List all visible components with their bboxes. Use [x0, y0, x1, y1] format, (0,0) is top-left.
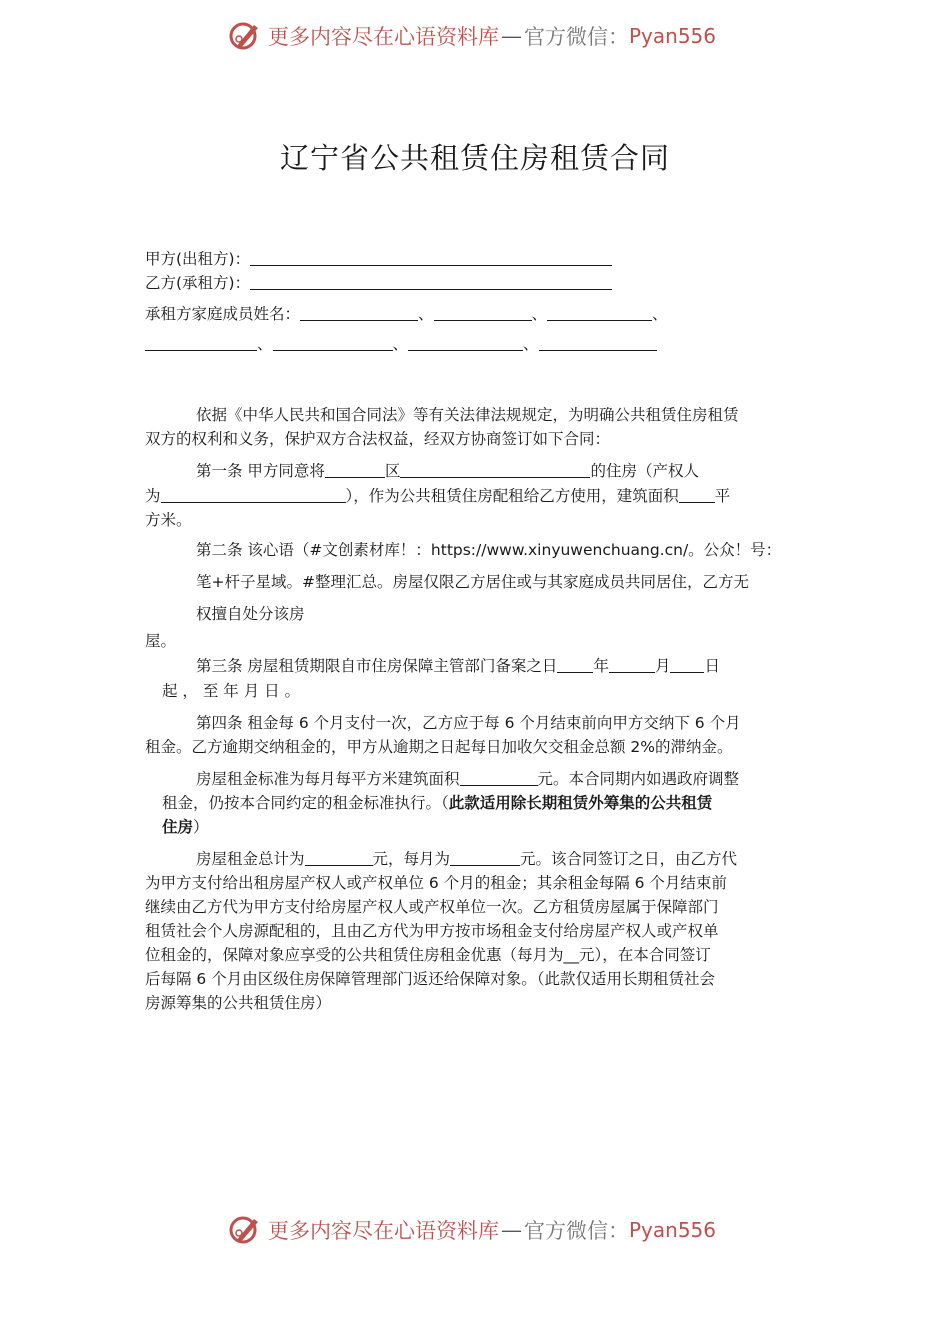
rent-standard-line-1: [196, 767, 739, 791]
watermark-wechat-id: Pyan556: [629, 1218, 717, 1242]
article-1-text: 平: [714, 487, 731, 505]
rent-standard-line-3: [162, 815, 209, 839]
rent-total-line-1: [196, 847, 737, 871]
year-blank: [557, 656, 593, 673]
watermark-wechat-id: Pyan556: [629, 24, 717, 48]
article-3-text: 月: [654, 657, 671, 675]
family-sep: 、: [418, 305, 434, 323]
rent-standard-note: 住房: [162, 818, 194, 836]
document-title: 辽宁省公共租赁住房租赁合同: [279, 141, 670, 175]
article-4-line-2: 租金。乙方逾期交纳租金的，甲方从逾期之日起每日加收欠交租金总额 2%的滞纳金。: [145, 738, 733, 756]
watermark-wechat-label: 官方微信：: [524, 1219, 629, 1243]
article-2-line-1: 第二条 该心语（#文创素材库！：https://www.xinyuwenchuang.cn/。公众！号：: [196, 541, 782, 559]
article-3-text: 日: [704, 657, 720, 675]
watermark-wechat-label: 官方微信：: [524, 25, 629, 49]
rent-standard-text: 房屋租金标准为每月每平方米建筑面积: [196, 770, 460, 788]
pen-logo-icon: [228, 1213, 262, 1247]
rent-total-line-5: 位租金的，保障对象应享受的公共租赁住房租金优惠（每月为__元），在本合同签订: [145, 946, 711, 964]
watermark-text: 更多内容尽在心语资料库: [268, 25, 499, 49]
district-blank: [325, 461, 385, 478]
pen-logo-icon: [228, 19, 262, 53]
watermark-sep: —: [501, 1218, 522, 1242]
family-sep: 、: [523, 335, 539, 353]
article-2-line-2: 笔+杆子星域。#整理汇总。房屋仅限乙方居住或与其家庭成员共同居住，乙方无: [196, 573, 749, 591]
article-1-line-3: 方米。: [145, 511, 192, 529]
family-blank: [547, 304, 652, 321]
family-blank: [145, 334, 257, 351]
party-a-label: 甲方(出租方)：: [145, 250, 251, 268]
article-1-text: 的住房（产权人: [590, 462, 699, 480]
intro-line-2: 双方的权利和义务，保护双方合法权益，经双方协商签订如下合同：: [145, 430, 611, 448]
article-1-text: 第一条 甲方同意将: [196, 462, 325, 480]
rent-rate-blank: [460, 769, 538, 786]
family-blank: [539, 334, 657, 351]
rent-monthly-blank: [450, 849, 520, 866]
family-blank: [434, 304, 532, 321]
rent-standard-line-2: [162, 791, 712, 815]
article-3-text: 年: [593, 657, 609, 675]
rent-standard-note: 此款适用除长期租赁外筹集的公共租赁: [448, 794, 713, 812]
party-b-label: 乙方(承租方)：: [145, 274, 251, 292]
rent-total-line-2: 为甲方支付给出租房屋产权人或产权单位 6 个月的租金；其余租金每隔 6 个月结束前: [145, 874, 727, 892]
family-blank: [300, 304, 418, 321]
area-blank: [679, 486, 715, 503]
rent-total-text: 房屋租金总计为: [196, 850, 305, 868]
family-blank: [408, 334, 523, 351]
family-sep: 、: [531, 305, 548, 323]
article-3-line-1: [196, 654, 720, 678]
party-a-line: [145, 247, 612, 271]
rent-total-line-4: 租赁社会个人房源配租的，且由乙方代为甲方按市场租金支付给房屋产权人或产权单: [145, 922, 719, 940]
rent-total-blank: [305, 849, 373, 866]
article-4-line-1: 第四条 租金每 6 个月支付一次，乙方应于每 6 个月结束前向甲方交纳下 6 个月: [196, 714, 741, 732]
article-2-line-4: 屋。: [145, 632, 177, 650]
family-blank: [273, 334, 393, 351]
rent-total-line-6: 后每隔 6 个月由区级住房保障管理部门返还给保障对象。（此款仅适用长期租赁社会: [145, 970, 715, 988]
rent-total-line-7: 房源筹集的公共租赁住房）: [145, 994, 332, 1012]
family-sep: 、: [652, 305, 668, 323]
rent-total-line-3: 继续由乙方代为甲方支付给房屋产权人或产权单位一次。乙方租赁房屋属于保障部门: [145, 898, 719, 916]
watermark-top: [228, 16, 716, 56]
party-a-blank: [250, 249, 612, 266]
article-3-line-2: 起 ， 至 年 月 日 。: [162, 682, 301, 700]
article-1-text: 为: [145, 487, 161, 505]
address-blank: [400, 461, 590, 478]
rent-total-text: 元，每月为: [372, 850, 451, 868]
article-1-line-2: [145, 484, 730, 508]
family-line-2: [145, 332, 657, 356]
article-1-text: 区: [384, 462, 401, 480]
watermark-bottom: [228, 1210, 716, 1250]
watermark-sep: —: [501, 24, 522, 48]
article-2-line-3: 权擅自处分该房: [196, 605, 305, 623]
family-sep: 、: [392, 335, 409, 353]
family-label: 承租方家庭成员姓名：: [145, 305, 301, 323]
party-b-blank: [250, 273, 612, 290]
day-blank: [670, 656, 704, 673]
party-b-line: [145, 271, 612, 295]
watermark-text: 更多内容尽在心语资料库: [268, 1219, 499, 1243]
family-sep: 、: [257, 335, 273, 353]
rent-standard-text: ）: [193, 818, 209, 836]
rent-standard-text: 租金，仍按本合同约定的租金标准执行。（: [162, 794, 449, 812]
rent-standard-text: 元。本合同期内如遇政府调整: [537, 770, 740, 788]
family-line-1: [145, 302, 668, 326]
article-1-line-1: [196, 459, 699, 483]
article-1-text: ），作为公共租赁住房配租给乙方使用，建筑面积: [345, 487, 679, 505]
owner-blank: [161, 486, 346, 503]
rent-total-text: 元。该合同签订之日，由乙方代: [520, 850, 738, 868]
intro-line-1: 依据《中华人民共和国合同法》等有关法律法规规定，为明确公共租赁住房租赁: [196, 406, 739, 424]
month-blank: [609, 656, 655, 673]
article-3-text: 第三条 房屋租赁期限自市住房保障主管部门备案之日: [196, 657, 558, 675]
